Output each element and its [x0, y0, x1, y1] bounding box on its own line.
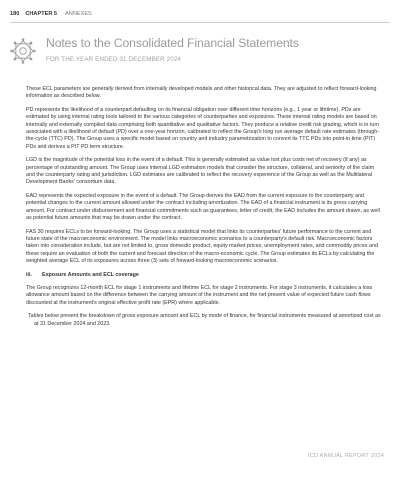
page-footer: ICD ANNUAL REPORT 2024: [307, 453, 384, 459]
chapter-label: CHAPTER 5: [25, 11, 58, 17]
page-header: [10, 8, 390, 20]
section-title: Exposure Amounts and ECL coverage: [42, 271, 139, 278]
paragraph-forward-looking: FAS 30 requires ECLs to be forward-looking. The Group uses a statistical model that links its counterparties' future performance to the current and future state of the macroeconomic environment. The model links macroeconomic scenarios to a counterparty's default risk. Macroeconomic factors taken into consideration include, but are not limited to, gross domestic product, equity market prices, unemployment rates, and commodity prices and these require an evaluation of both the current and forecast direction of the macro-economic cycle. The Group estimates its ECLs by calculating the weighted average ECL of its exposures across three (3) sets of forward-looking macroeconomic scenarios.: [26, 228, 378, 265]
paragraph-pd: PD represents the likelihood of a counterpart defaulting on its financial obligation over different time horizons (e.g., 1 year or lifetime). PDs are estimated by using internal rating tools tailored to the various categories of counterparties and exposures. These internal rating models are based on internally and externally compiled data comprising both quantitative and qualitative factors. They produce a relative credit risk grading, which is in turn associated with a likelihood of default (PD) over a one-year horizon, calibrated to reflect the Group's long run average default rate estimates (through-the-cycle (TTC) PD). The Group uses a specific model based on country and industry parametrization to convert its TTC PDs into point-in time (PIT) PDs and derives a PIT PD term structure.: [26, 106, 380, 150]
title-block: [10, 32, 390, 72]
islamic-geometric-star-logo-icon: [10, 38, 36, 64]
header-divider: [10, 22, 390, 23]
section-label: ANNEXES: [65, 11, 92, 17]
section-number: iii.: [26, 271, 32, 278]
paragraph-table-intro: Tables below present the breakdown of gross exposure amount and ECL by mode of finance, for financial instruments measured at amortized cost as at 31 December 2024 and 2023.: [28, 313, 381, 327]
page-title: Notes to the Consolidated Financial Statements: [46, 36, 299, 50]
paragraph-ead: EAD represents the expected exposure in the event of a default. The Group derives the EAD from the current exposure to the counterparty and potential changes to the current amount allowed under the contract including amortization. The EAD of a financial instrument is its gross carrying amount. For contract under disbursement and financial commitments such as guarantees, letter of credit, the EAD includes the amount drawn, as well as potential future amounts that may be drawn under the contract.: [26, 192, 380, 222]
page-subtitle: FOR THE YEAR ENDED 31 DECEMBER 2024: [46, 56, 181, 63]
paragraph-exposure: The Group recognizes 12-month ECL for stage 1 instruments and lifetime ECL for stage 2 instruments. For stage 3 instruments, it calculates a loss allowance amount based on the difference between the carrying amount of the instrument and the net present value of expected future cash flows discounted at the instrument's original effective profit rate (EPR) where applicable.: [26, 284, 373, 306]
page-number: 180: [10, 11, 20, 17]
paragraph-lgd: LGD is the magnitude of the potential loss in the event of a default. This is generally estimated as value lost plus costs net of recovery (if any) as percentage of outstanding amount. The Group uses internal LGD estimation models that consider the structure, collateral, and seniority of the claim and the counterparty rating and jurisdiction. LGD estimates are calibrated to reflect the recovery experience of the Group as well as the Multilateral Development Banks' consortium data.: [26, 157, 375, 186]
section-heading: [26, 272, 381, 279]
body-content: [26, 86, 381, 334]
paragraph-ecl-parameters: These ECL parameters are generally derived from internally developed models and other historical data. They are adjusted to reflect forward-looking information as described below.: [26, 86, 377, 100]
